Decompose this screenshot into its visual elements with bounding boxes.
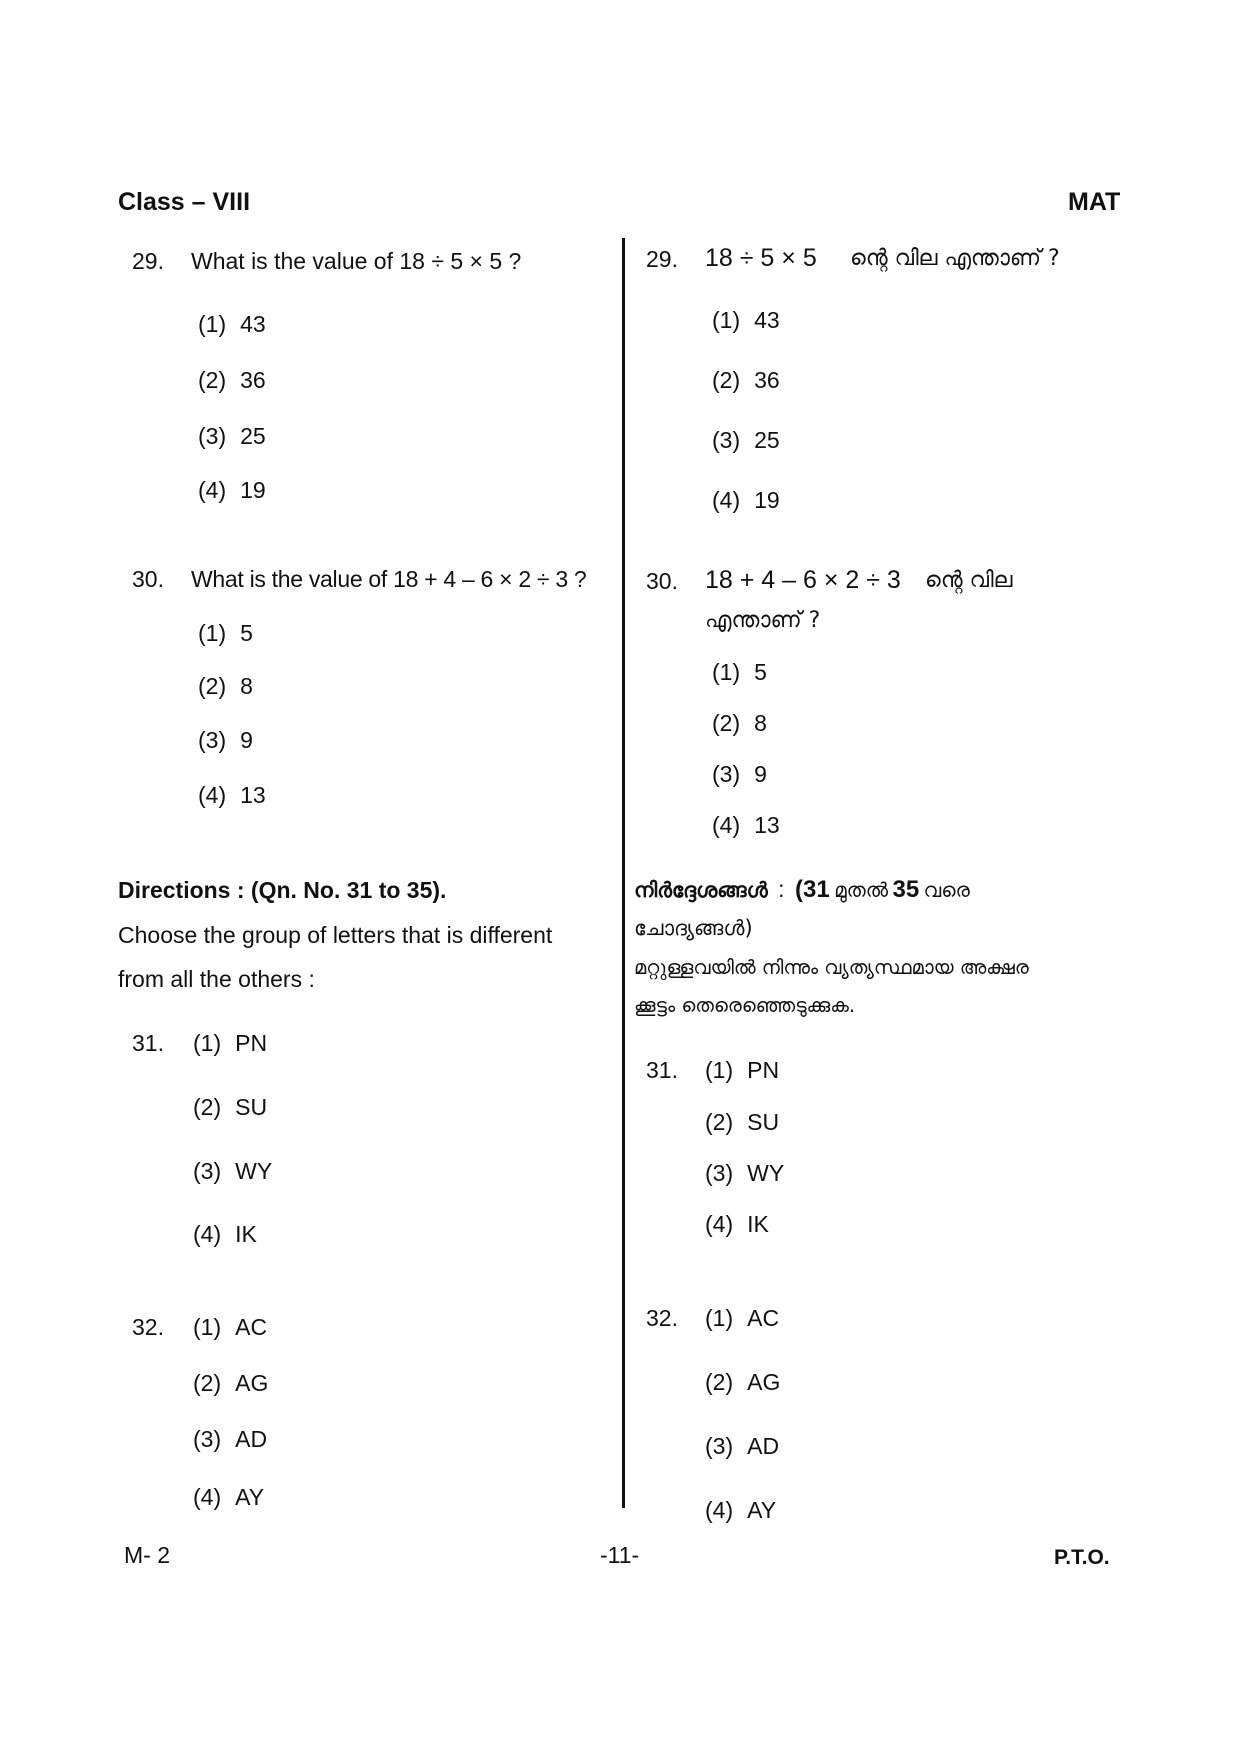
question-text: എന്താണ് ? bbox=[705, 608, 821, 633]
option-value: WY bbox=[747, 1160, 785, 1186]
question-number: 32. bbox=[646, 1305, 678, 1331]
option-value: AC bbox=[235, 1314, 268, 1340]
option-number: (2) bbox=[712, 367, 741, 393]
option-number: (1) bbox=[712, 659, 741, 685]
option-number: (1) bbox=[198, 620, 227, 646]
question-text: ന്റെ വില എന്താണ് ? bbox=[850, 246, 1060, 271]
option bbox=[198, 727, 253, 754]
option bbox=[193, 1030, 267, 1057]
directions-range-tail: വരെ bbox=[923, 878, 970, 902]
option bbox=[705, 1109, 779, 1136]
option-value: SU bbox=[235, 1094, 268, 1120]
option-value: 13 bbox=[754, 812, 780, 838]
option-number: (2) bbox=[198, 673, 227, 699]
option bbox=[705, 1497, 776, 1524]
question-text: What is the value of 18 ÷ 5 × 5 ? bbox=[191, 248, 522, 274]
option-value: 8 bbox=[754, 710, 767, 736]
option-value: 13 bbox=[240, 782, 266, 808]
option bbox=[193, 1158, 272, 1185]
option-number: (4) bbox=[712, 812, 741, 838]
directions-colon: : bbox=[778, 876, 785, 902]
option-value: IK bbox=[747, 1211, 769, 1237]
option bbox=[193, 1484, 264, 1511]
option-value: AD bbox=[235, 1426, 268, 1452]
option-number: (3) bbox=[712, 427, 741, 453]
option-value: AY bbox=[235, 1484, 265, 1510]
option-number: (4) bbox=[712, 487, 741, 513]
option-number: (1) bbox=[712, 307, 741, 333]
option-value: 25 bbox=[754, 427, 780, 453]
option bbox=[198, 311, 266, 338]
option-number: (3) bbox=[198, 423, 227, 449]
option-value: AG bbox=[747, 1369, 781, 1395]
option-number: (1) bbox=[193, 1314, 222, 1340]
option-number: (3) bbox=[712, 761, 741, 787]
directions-range-word: മുതൽ bbox=[834, 878, 889, 902]
option bbox=[198, 673, 253, 700]
option-value: AG bbox=[235, 1370, 269, 1396]
directions-text: ക്കൂട്ടം തെരെഞ്ഞെടുക്കുക. bbox=[634, 994, 856, 1017]
question-text: What is the value of 18 + 4 – 6 × 2 ÷ 3 ? bbox=[191, 566, 587, 592]
question-number: 31. bbox=[646, 1057, 678, 1083]
directions-text: മറ്റുള്ളവയിൽ നിന്നും വ്യത്യസ്ഥമായ അക്ഷര bbox=[634, 956, 1029, 979]
question-number: 30. bbox=[132, 566, 164, 592]
option-number: (4) bbox=[705, 1497, 734, 1523]
option bbox=[193, 1314, 267, 1341]
option-number: (3) bbox=[193, 1426, 222, 1452]
option-number: (1) bbox=[705, 1305, 734, 1331]
question-expression: 18 ÷ 5 × 5 bbox=[705, 244, 817, 272]
option-number: (1) bbox=[193, 1030, 222, 1056]
directions-range-start: (31 bbox=[794, 876, 830, 903]
option bbox=[712, 812, 780, 839]
directions-text: ചോദ്യങ്ങൾ) bbox=[634, 916, 753, 940]
option-number: (4) bbox=[193, 1221, 222, 1247]
option bbox=[705, 1369, 780, 1396]
option-number: (2) bbox=[705, 1369, 734, 1395]
option bbox=[712, 427, 780, 454]
option-value: 5 bbox=[754, 659, 767, 685]
option bbox=[705, 1160, 784, 1187]
page-number: -11- bbox=[600, 1542, 640, 1568]
option-number: (2) bbox=[705, 1109, 734, 1135]
question-expression: 18 + 4 – 6 × 2 ÷ 3 bbox=[705, 566, 901, 594]
option-number: (3) bbox=[705, 1433, 734, 1459]
directions-text: Choose the group of letters that is different bbox=[118, 922, 553, 948]
option bbox=[712, 367, 780, 394]
option bbox=[193, 1370, 268, 1397]
option-value: AD bbox=[747, 1433, 780, 1459]
directions-heading bbox=[634, 876, 970, 904]
option-value: PN bbox=[747, 1057, 780, 1083]
option bbox=[705, 1057, 779, 1084]
option-value: AY bbox=[747, 1497, 777, 1523]
option-number: (2) bbox=[198, 367, 227, 393]
option-number: (2) bbox=[712, 710, 741, 736]
option-value: 9 bbox=[240, 727, 253, 753]
option-value: 9 bbox=[754, 761, 767, 787]
option-number: (3) bbox=[198, 727, 227, 753]
option-value: WY bbox=[235, 1158, 273, 1184]
option-number: (3) bbox=[193, 1158, 222, 1184]
option bbox=[198, 620, 253, 647]
option-value: 43 bbox=[240, 311, 266, 337]
option-value: 8 bbox=[240, 673, 253, 699]
option-number: (4) bbox=[705, 1211, 734, 1237]
directions-range-end: 35 bbox=[892, 876, 920, 903]
option-value: 43 bbox=[754, 307, 780, 333]
option-value: IK bbox=[235, 1221, 257, 1247]
option bbox=[712, 307, 780, 334]
class-label: Class – VIII bbox=[118, 188, 251, 216]
paper-code: M- 2 bbox=[124, 1542, 170, 1568]
option bbox=[193, 1094, 267, 1121]
option-number: (1) bbox=[198, 311, 227, 337]
question-number: 31. bbox=[132, 1030, 164, 1056]
option bbox=[712, 710, 767, 737]
pto-label: P.T.O. bbox=[1054, 1546, 1110, 1569]
option-number: (1) bbox=[705, 1057, 734, 1083]
option-value: 36 bbox=[240, 367, 266, 393]
option-value: 36 bbox=[754, 367, 780, 393]
directions-heading: Directions : (Qn. No. 31 to 35). bbox=[118, 877, 447, 903]
option bbox=[705, 1305, 779, 1332]
option bbox=[198, 423, 266, 450]
option bbox=[198, 367, 266, 394]
question-number: 32. bbox=[132, 1314, 164, 1340]
option bbox=[193, 1221, 257, 1248]
option-number: (3) bbox=[705, 1160, 734, 1186]
option bbox=[198, 782, 266, 809]
question-number: 30. bbox=[646, 568, 678, 594]
option bbox=[198, 477, 266, 504]
option bbox=[712, 761, 767, 788]
question-number: 29. bbox=[132, 248, 164, 274]
option bbox=[712, 487, 780, 514]
column-divider bbox=[622, 238, 625, 1508]
option-number: (4) bbox=[193, 1484, 222, 1510]
option-number: (2) bbox=[193, 1094, 222, 1120]
question-text: ന്റെ വില bbox=[925, 568, 1013, 593]
option-value: 19 bbox=[240, 477, 266, 503]
option-number: (4) bbox=[198, 782, 227, 808]
option-value: 25 bbox=[240, 423, 266, 449]
option-value: AC bbox=[747, 1305, 780, 1331]
directions-text: from all the others : bbox=[118, 966, 315, 992]
option bbox=[712, 659, 767, 686]
option bbox=[193, 1426, 267, 1453]
directions-heading-word: നിർദ്ദേശങ്ങൾ bbox=[634, 878, 768, 902]
option bbox=[705, 1433, 779, 1460]
option-value: 5 bbox=[240, 620, 253, 646]
question-number: 29. bbox=[646, 246, 678, 272]
subject-label: MAT bbox=[1068, 188, 1121, 216]
option-value: SU bbox=[747, 1109, 780, 1135]
option-value: PN bbox=[235, 1030, 268, 1056]
option-number: (4) bbox=[198, 477, 227, 503]
option-value: 19 bbox=[754, 487, 780, 513]
option bbox=[705, 1211, 769, 1238]
option-number: (2) bbox=[193, 1370, 222, 1396]
